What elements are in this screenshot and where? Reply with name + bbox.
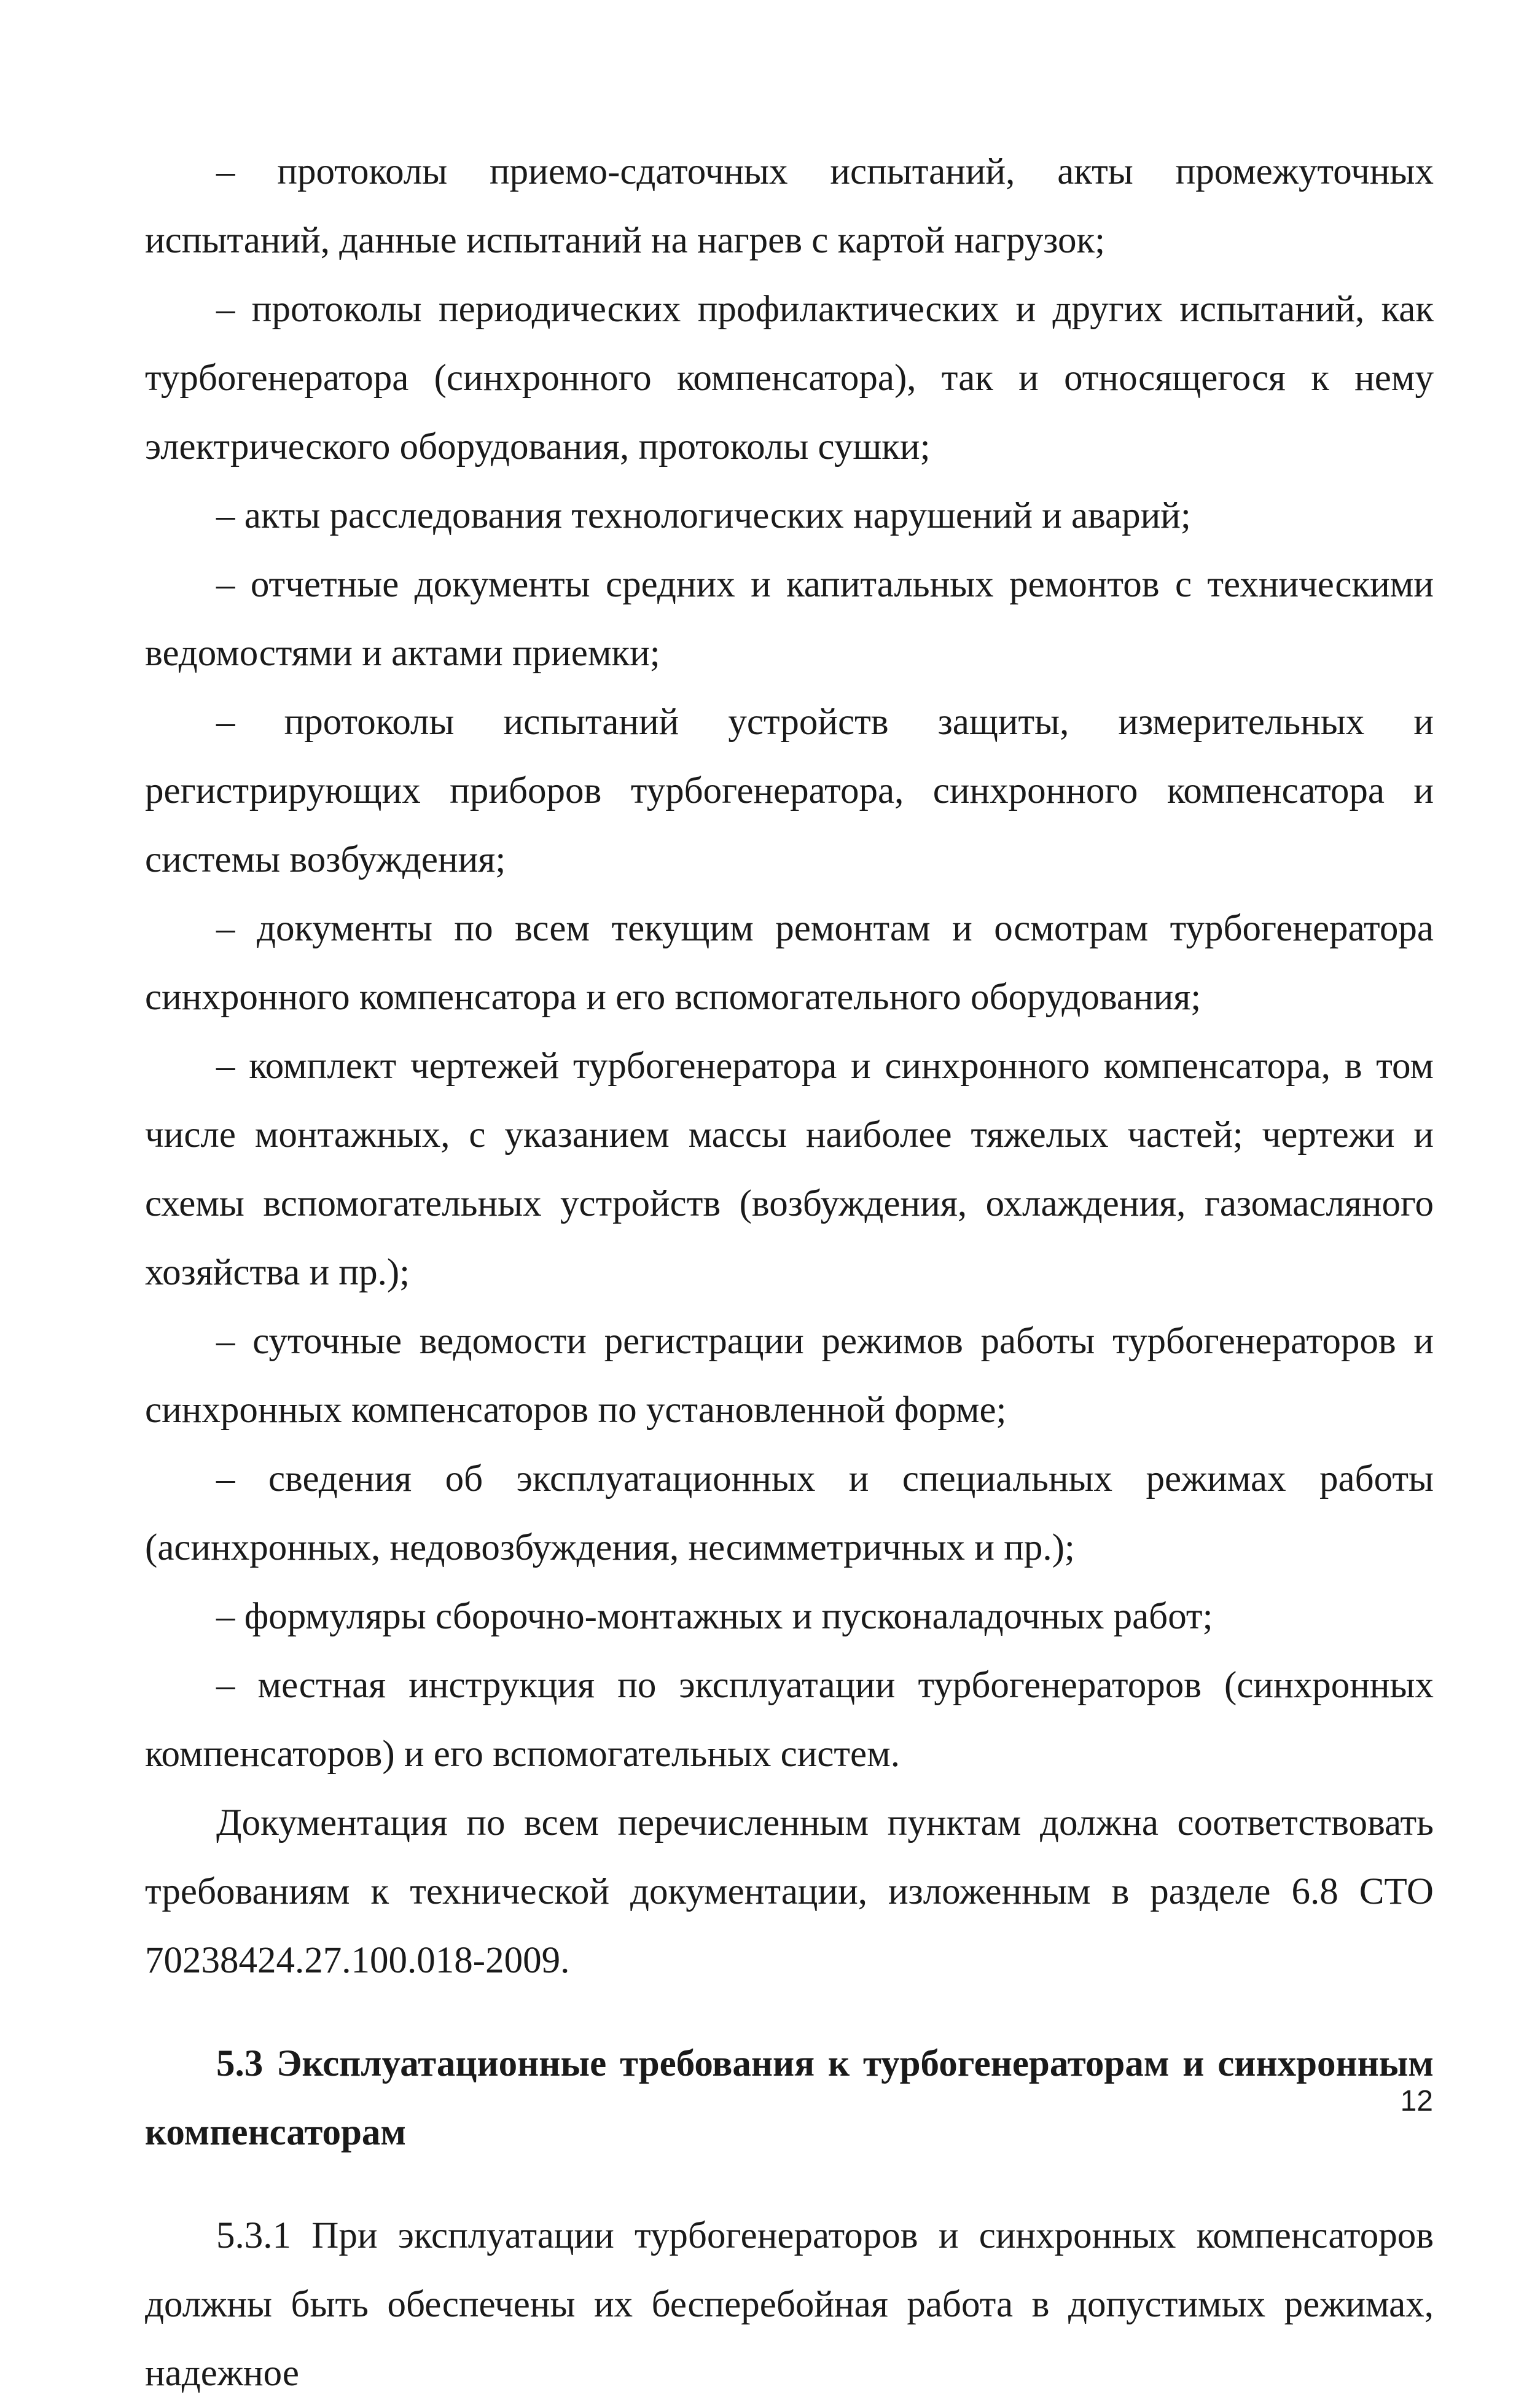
list-item: – протоколы испытаний устройств защиты, измерительных и регистрирующих приборов турбогенератора, синхронного компенсатора и системы возбуждения; (145, 702, 1434, 880)
list-item: – суточные ведомости регистрации режимов работы турбогенераторов и синхронных компенсаторов по установленной форме; (145, 1321, 1434, 1431)
section-heading: 5.3 Эксплуатационные требования к турбогенераторам и синхронным компенсаторам (145, 2043, 1434, 2153)
list-item: – протоколы периодических профилактических и других испытаний, как турбогенератора (синхронного компенсатора), так и относящегося к нему электрического оборудования, протоколы сушки; (145, 289, 1434, 467)
list-item: – сведения об эксплуатационных и специальных режимах работы (асинхронных, недовозбуждения, несимметричных и пр.); (145, 1458, 1434, 1568)
list-item: – документы по всем текущим ремонтам и осмотрам турбогенератора синхронного компенсатора и его вспомогательного оборудования; (145, 908, 1434, 1018)
page-number: 12 (1400, 2085, 1433, 2117)
section-paragraph: 5.3.1 При эксплуатации турбогенераторов и синхронных компенсаторов должны быть обеспечены их бесперебойная работа в допустимых режимах, надежное (145, 2215, 1434, 2394)
list-item: – формуляры сборочно-монтажных и пусконаладочных работ; (216, 1596, 1213, 1637)
list-item: – акты расследования технологических нарушений и аварий; (216, 495, 1191, 536)
closing-paragraph: Документация по всем перечисленным пунктам должна соответствовать требованиям к технической документации, изложенным в разделе 6.8 СТО 70238424.27.100.018-2009. (145, 1802, 1434, 1981)
list-item: – местная инструкция по эксплуатации турбогенераторов (синхронных компенсаторов) и его вспомогательных систем. (145, 1665, 1434, 1775)
list-item: – протоколы приемо-сдаточных испытаний, акты промежуточных испытаний, данные испытаний на нагрев с картой нагрузок; (145, 151, 1434, 261)
page-body (145, 138, 1434, 2408)
list-item: – комплект чертежей турбогенератора и синхронного компенсатора, в том числе монтажных, с указанием массы наиболее тяжелых частей; чертежи и схемы вспомогательных устройств (возбуждения, охлаждения, газомасляного хозяйства и пр.); (145, 1046, 1434, 1293)
list-item: – отчетные документы средних и капитальных ремонтов с техническими ведомостями и актами приемки; (145, 564, 1434, 674)
